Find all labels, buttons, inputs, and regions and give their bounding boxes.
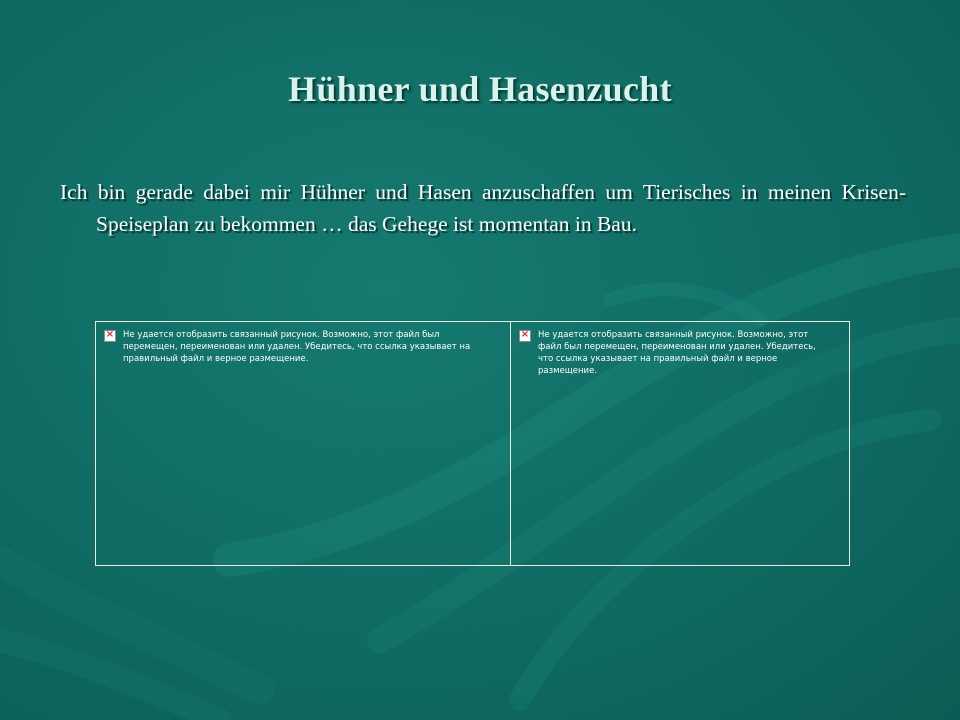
message-line: что ссылка указывает на правильный файл и верное bbox=[538, 354, 778, 364]
message-line: перемещен, переименован или удален. Убедитесь, что ссылка указывает на bbox=[123, 342, 471, 352]
message-line: файл был перемещен, переименован или удален. Убедитесь, bbox=[538, 342, 816, 352]
slide-title: Hühner und Hasenzucht bbox=[288, 69, 672, 109]
broken-image-message bbox=[123, 329, 503, 365]
slide-body-text: Ich bin gerade dabei mir Hühner und Hasen anzuschaffen um Tierisches in meinen Krisen-Speiseplan zu bekommen … das Gehege ist momentan in Bau. bbox=[60, 180, 906, 236]
broken-image-icon: × bbox=[520, 329, 530, 340]
broken-image-icon: × bbox=[105, 329, 115, 340]
image-placeholder-left bbox=[95, 321, 511, 566]
message-line: правильный файл и верное размещение. bbox=[123, 354, 309, 364]
message-line: Не удается отобразить связанный рисунок. Возможно, этот файл был bbox=[123, 330, 440, 340]
message-line: Не удается отобразить связанный рисунок. Возможно, этот bbox=[538, 330, 809, 340]
broken-image-message bbox=[538, 329, 838, 377]
message-line: размещение. bbox=[538, 366, 598, 376]
image-placeholder-right bbox=[510, 321, 850, 566]
